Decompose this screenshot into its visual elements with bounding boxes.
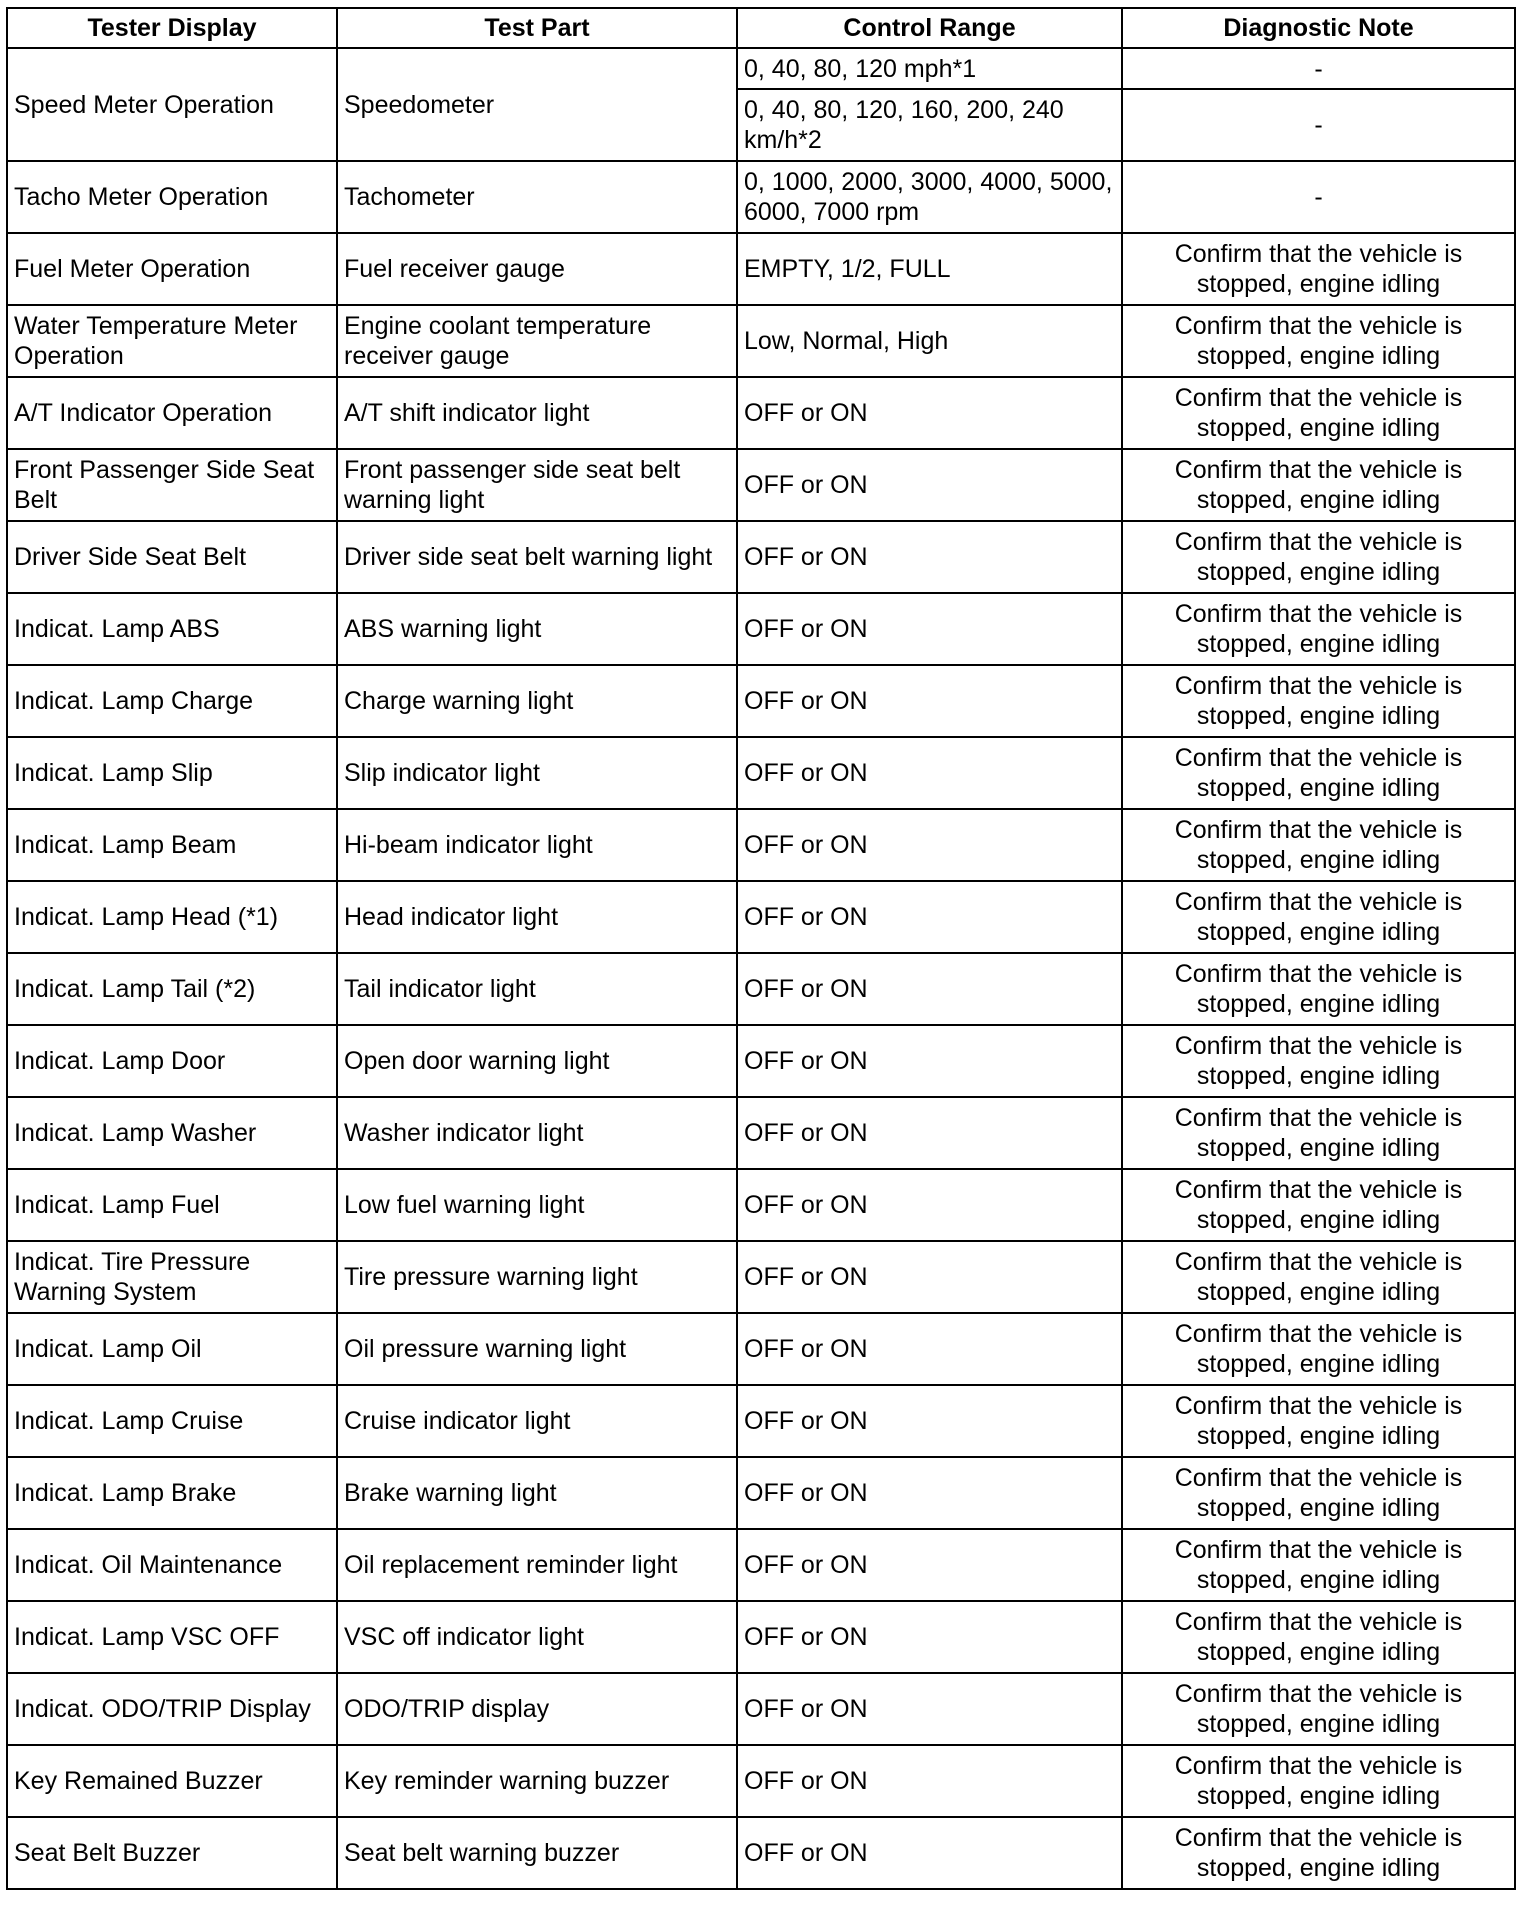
table-row [7,1385,1515,1457]
cell-tester-display: Seat Belt Buzzer [7,1817,337,1889]
cell-test-part: Charge warning light [337,665,737,737]
cell-diagnostic-note: Confirm that the vehicle is stopped, engine idling [1122,305,1515,377]
table-row [7,1745,1515,1817]
cell-control-range: 0, 1000, 2000, 3000, 4000, 5000, 6000, 7000 rpm [737,161,1122,233]
table-row [7,809,1515,881]
table-row [7,305,1515,377]
table-row [7,1673,1515,1745]
cell-control-range: OFF or ON [737,737,1122,809]
cell-test-part: Slip indicator light [337,737,737,809]
cell-control-range: EMPTY, 1/2, FULL [737,233,1122,305]
cell-control-range: OFF or ON [737,1025,1122,1097]
cell-control-range: OFF or ON [737,593,1122,665]
cell-tester-display: A/T Indicator Operation [7,377,337,449]
cell-tester-display: Indicat. Lamp Door [7,1025,337,1097]
cell-control-range: OFF or ON [737,377,1122,449]
table-row [7,161,1515,233]
cell-test-part: Seat belt warning buzzer [337,1817,737,1889]
cell-test-part: Low fuel warning light [337,1169,737,1241]
cell-tester-display: Indicat. Lamp ABS [7,593,337,665]
table-row [7,377,1515,449]
cell-test-part: Key reminder warning buzzer [337,1745,737,1817]
cell-control-range: OFF or ON [737,1529,1122,1601]
table-row [7,737,1515,809]
tester-display-table [6,7,1516,1890]
cell-diagnostic-note: Confirm that the vehicle is stopped, engine idling [1122,881,1515,953]
cell-control-range: OFF or ON [737,1097,1122,1169]
table-row [7,1529,1515,1601]
cell-tester-display: Indicat. Lamp Beam [7,809,337,881]
cell-diagnostic-note: Confirm that the vehicle is stopped, engine idling [1122,233,1515,305]
cell-test-part: Cruise indicator light [337,1385,737,1457]
cell-tester-display: Indicat. Lamp Charge [7,665,337,737]
cell-control-range: Low, Normal, High [737,305,1122,377]
cell-diagnostic-note: Confirm that the vehicle is stopped, engine idling [1122,593,1515,665]
cell-control-range: 0, 40, 80, 120, 160, 200, 240 km/h*2 [737,89,1122,161]
cell-tester-display: Fuel Meter Operation [7,233,337,305]
table-row [7,1457,1515,1529]
table-row [7,1241,1515,1313]
cell-test-part: Tire pressure warning light [337,1241,737,1313]
table-row [7,449,1515,521]
cell-control-range: OFF or ON [737,1385,1122,1457]
cell-diagnostic-note: - [1122,89,1515,161]
cell-control-range: OFF or ON [737,1457,1122,1529]
cell-diagnostic-note: Confirm that the vehicle is stopped, engine idling [1122,1529,1515,1601]
cell-control-range: OFF or ON [737,1241,1122,1313]
cell-tester-display: Indicat. Lamp Head (*1) [7,881,337,953]
cell-tester-display: Indicat. Lamp VSC OFF [7,1601,337,1673]
cell-tester-display: Speed Meter Operation [7,48,337,161]
table-row [7,593,1515,665]
cell-test-part: Engine coolant temperature receiver gauge [337,305,737,377]
cell-control-range: OFF or ON [737,665,1122,737]
cell-diagnostic-note: Confirm that the vehicle is stopped, engine idling [1122,953,1515,1025]
cell-test-part: Oil pressure warning light [337,1313,737,1385]
cell-control-range: OFF or ON [737,449,1122,521]
table-row [7,521,1515,593]
header-test-part: Test Part [337,8,737,48]
cell-test-part: Hi-beam indicator light [337,809,737,881]
cell-control-range: OFF or ON [737,809,1122,881]
cell-control-range: OFF or ON [737,881,1122,953]
cell-tester-display: Tacho Meter Operation [7,161,337,233]
table-row [7,48,1515,89]
cell-control-range: OFF or ON [737,1673,1122,1745]
cell-tester-display: Indicat. Oil Maintenance [7,1529,337,1601]
cell-diagnostic-note: Confirm that the vehicle is stopped, engine idling [1122,1169,1515,1241]
cell-diagnostic-note: Confirm that the vehicle is stopped, engine idling [1122,1385,1515,1457]
cell-tester-display: Indicat. Lamp Washer [7,1097,337,1169]
header-row [7,8,1515,48]
cell-test-part: Speedometer [337,48,737,161]
cell-control-range: OFF or ON [737,953,1122,1025]
cell-control-range: OFF or ON [737,1817,1122,1889]
table-row [7,1025,1515,1097]
cell-diagnostic-note: Confirm that the vehicle is stopped, engine idling [1122,521,1515,593]
header-diagnostic-note: Diagnostic Note [1122,8,1515,48]
cell-test-part: ODO/TRIP display [337,1673,737,1745]
cell-tester-display: Indicat. Tire Pressure Warning System [7,1241,337,1313]
cell-control-range: OFF or ON [737,1313,1122,1385]
cell-diagnostic-note: Confirm that the vehicle is stopped, engine idling [1122,377,1515,449]
cell-tester-display: Indicat. Lamp Slip [7,737,337,809]
cell-diagnostic-note: Confirm that the vehicle is stopped, engine idling [1122,449,1515,521]
table-row [7,1313,1515,1385]
cell-control-range: OFF or ON [737,1745,1122,1817]
cell-control-range: 0, 40, 80, 120 mph*1 [737,48,1122,89]
cell-test-part: Tachometer [337,161,737,233]
cell-test-part: Fuel receiver gauge [337,233,737,305]
cell-tester-display: Indicat. Lamp Oil [7,1313,337,1385]
cell-test-part: Open door warning light [337,1025,737,1097]
cell-diagnostic-note: Confirm that the vehicle is stopped, engine idling [1122,737,1515,809]
cell-test-part: Front passenger side seat belt warning light [337,449,737,521]
cell-test-part: Tail indicator light [337,953,737,1025]
table-row [7,1169,1515,1241]
cell-test-part: VSC off indicator light [337,1601,737,1673]
table-row [7,233,1515,305]
header-tester-display: Tester Display [7,8,337,48]
cell-diagnostic-note: Confirm that the vehicle is stopped, engine idling [1122,1817,1515,1889]
header-control-range: Control Range [737,8,1122,48]
cell-tester-display: Driver Side Seat Belt [7,521,337,593]
table-row [7,1817,1515,1889]
cell-control-range: OFF or ON [737,1169,1122,1241]
cell-diagnostic-note: Confirm that the vehicle is stopped, engine idling [1122,1025,1515,1097]
cell-tester-display: Indicat. Lamp Brake [7,1457,337,1529]
table-row [7,1097,1515,1169]
cell-test-part: ABS warning light [337,593,737,665]
cell-test-part: Driver side seat belt warning light [337,521,737,593]
cell-tester-display: Indicat. Lamp Cruise [7,1385,337,1457]
table-row [7,1601,1515,1673]
cell-tester-display: Indicat. Lamp Tail (*2) [7,953,337,1025]
table-row [7,953,1515,1025]
cell-diagnostic-note: Confirm that the vehicle is stopped, engine idling [1122,1745,1515,1817]
cell-test-part: Head indicator light [337,881,737,953]
cell-diagnostic-note: Confirm that the vehicle is stopped, engine idling [1122,1457,1515,1529]
cell-diagnostic-note: Confirm that the vehicle is stopped, engine idling [1122,1241,1515,1313]
cell-tester-display: Key Remained Buzzer [7,1745,337,1817]
cell-diagnostic-note: Confirm that the vehicle is stopped, engine idling [1122,809,1515,881]
cell-test-part: Brake warning light [337,1457,737,1529]
cell-diagnostic-note: - [1122,161,1515,233]
table-row [7,881,1515,953]
cell-tester-display: Indicat. ODO/TRIP Display [7,1673,337,1745]
cell-tester-display: Water Temperature Meter Operation [7,305,337,377]
cell-control-range: OFF or ON [737,521,1122,593]
cell-test-part: A/T shift indicator light [337,377,737,449]
cell-diagnostic-note: Confirm that the vehicle is stopped, engine idling [1122,1097,1515,1169]
cell-diagnostic-note: Confirm that the vehicle is stopped, engine idling [1122,1673,1515,1745]
cell-diagnostic-note: Confirm that the vehicle is stopped, engine idling [1122,1601,1515,1673]
cell-diagnostic-note: - [1122,48,1515,89]
cell-test-part: Washer indicator light [337,1097,737,1169]
cell-diagnostic-note: Confirm that the vehicle is stopped, engine idling [1122,1313,1515,1385]
cell-diagnostic-note: Confirm that the vehicle is stopped, engine idling [1122,665,1515,737]
cell-tester-display: Indicat. Lamp Fuel [7,1169,337,1241]
table-row [7,665,1515,737]
cell-control-range: OFF or ON [737,1601,1122,1673]
cell-tester-display: Front Passenger Side Seat Belt [7,449,337,521]
cell-test-part: Oil replacement reminder light [337,1529,737,1601]
